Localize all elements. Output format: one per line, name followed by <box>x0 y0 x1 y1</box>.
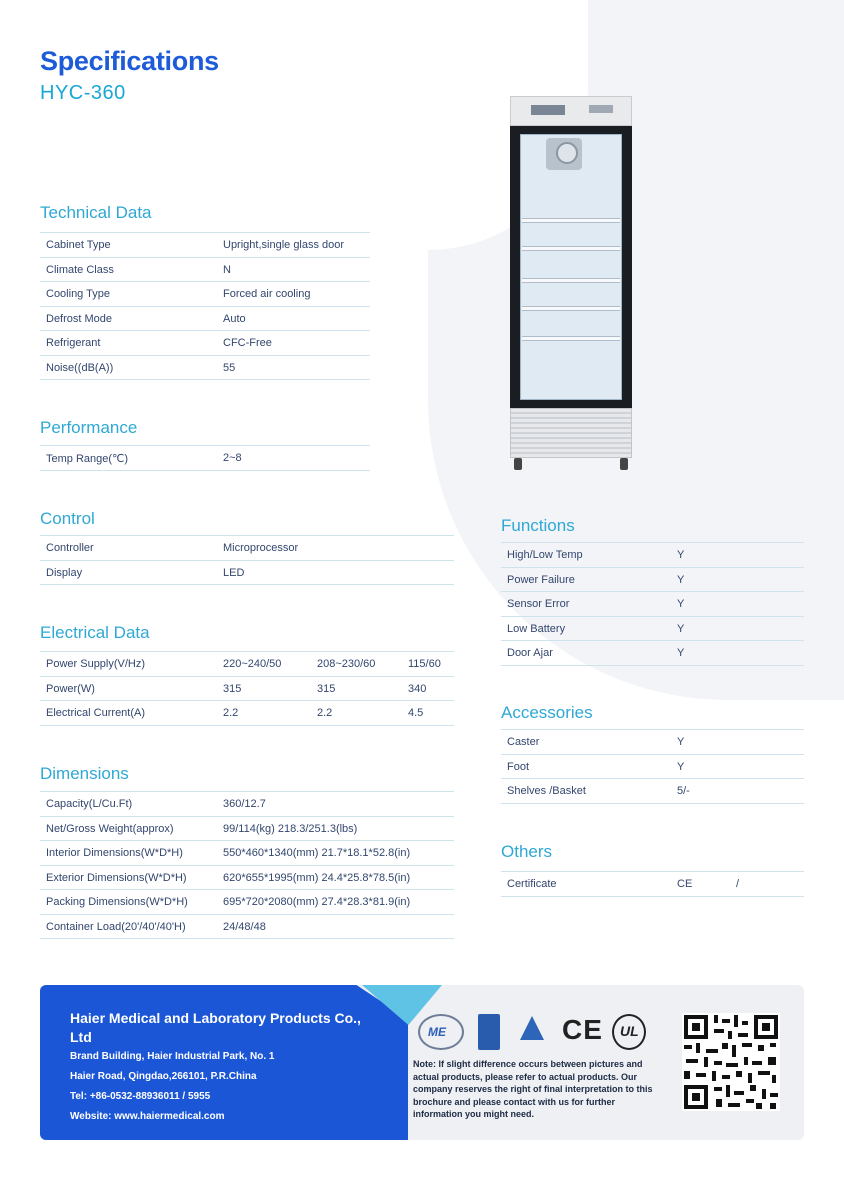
row-label: Door Ajar <box>507 647 553 659</box>
door-frame <box>510 126 632 408</box>
caster-icon <box>620 458 628 470</box>
ul-cert-text: UL <box>620 1023 639 1039</box>
row-label: Caster <box>507 736 540 748</box>
row-value: 99/114(kg) 218.3/251.3(lbs) <box>223 822 358 835</box>
row-value: Y <box>677 549 685 561</box>
control-panel <box>510 96 632 126</box>
company-name: Haier Medical and Laboratory Products Co., Ltd <box>70 1010 361 1045</box>
section-title-performance: Performance <box>40 418 138 437</box>
triangle-shape <box>520 1016 544 1040</box>
row-value: CE <box>677 878 693 890</box>
row-value: Auto <box>223 312 246 325</box>
shield-cert-icon <box>478 1014 500 1050</box>
row-value: 315 <box>223 682 242 695</box>
row-value: 695*720*2080(mm) 27.4*28.3*81.9(in) <box>223 896 411 908</box>
company-website[interactable]: Website: www.haiermedical.com <box>70 1111 225 1122</box>
row-value: LED <box>223 566 245 579</box>
functions-table <box>501 542 804 666</box>
row-label: Foot <box>507 760 530 773</box>
row-label: Low Battery <box>507 622 566 635</box>
row-label: Sensor Error <box>507 598 570 610</box>
row-value: Y <box>677 736 685 748</box>
model-number: HYC-360 <box>40 82 126 104</box>
fan-icon <box>556 142 578 164</box>
row-label: Certificate <box>507 878 557 890</box>
row-label: Power Supply(V/Hz) <box>46 658 146 670</box>
row-value: Y <box>677 573 685 586</box>
row-label: Container Load(20'/40'/40'H) <box>46 920 186 933</box>
row-label: Net/Gross Weight(approx) <box>46 822 174 835</box>
triangle-cert-icon <box>516 1014 548 1050</box>
table-row <box>40 677 454 702</box>
row-value: 208~230/60 <box>317 658 376 670</box>
section-title-technical: Technical Data <box>40 203 152 222</box>
row-label: Display <box>46 566 83 579</box>
table-row <box>501 543 804 568</box>
performance-table <box>40 445 370 471</box>
row-value: 2~8 <box>223 452 242 464</box>
me-cert-text: ME <box>428 1025 446 1039</box>
glass-door <box>520 134 622 400</box>
table-row <box>40 561 454 586</box>
section-title-functions: Functions <box>501 516 575 535</box>
row-value: Y <box>677 647 685 659</box>
row-label: Capacity(L/Cu.Ft) <box>46 798 133 810</box>
technical-table <box>40 232 370 380</box>
row-value: / <box>736 878 740 890</box>
row-label: Controller <box>46 542 94 554</box>
table-row <box>40 233 370 258</box>
accessories-table <box>501 729 804 804</box>
display-icon <box>589 105 613 113</box>
table-row <box>40 356 370 381</box>
table-row <box>40 866 454 891</box>
caster-icon <box>514 458 522 470</box>
table-row <box>40 915 454 940</box>
table-row <box>501 730 804 755</box>
row-label: Temp Range(℃) <box>46 453 129 465</box>
section-title-control: Control <box>40 509 95 528</box>
row-label: High/Low Temp <box>507 549 583 561</box>
row-label: Power Failure <box>507 573 575 586</box>
section-title-electrical: Electrical Data <box>40 623 150 642</box>
row-value: 5/- <box>677 785 690 797</box>
row-value: 340 <box>408 682 427 695</box>
row-value: CFC-Free <box>223 337 272 349</box>
table-row <box>501 872 804 897</box>
section-title-dimensions: Dimensions <box>40 764 129 783</box>
electrical-table <box>40 651 454 726</box>
row-label: Electrical Current(A) <box>46 707 146 719</box>
row-value: 24/48/48 <box>223 920 266 933</box>
row-label: Noise((dB(A)) <box>46 361 114 374</box>
section-title-accessories: Accessories <box>501 703 593 722</box>
row-value: 4.5 <box>408 707 424 719</box>
page-title: Specifications <box>40 46 219 76</box>
row-label: Packing Dimensions(W*D*H) <box>46 896 188 908</box>
shelf <box>522 336 620 341</box>
row-label: Interior Dimensions(W*D*H) <box>46 847 183 859</box>
row-value: 315 <box>317 682 336 695</box>
row-value: 220~240/50 <box>223 658 282 670</box>
row-label: Cooling Type <box>46 288 111 300</box>
row-label: Refrigerant <box>46 337 101 349</box>
row-label: Cabinet Type <box>46 239 111 251</box>
row-label: Defrost Mode <box>46 312 113 325</box>
row-value: Microprocessor <box>223 542 299 554</box>
row-value: 55 <box>223 361 236 374</box>
table-row <box>501 755 804 780</box>
table-row <box>40 258 370 283</box>
row-value: 2.2 <box>223 707 239 719</box>
table-row <box>40 701 454 726</box>
shelf <box>522 278 620 283</box>
table-row <box>40 890 454 915</box>
table-row <box>40 446 370 471</box>
qr-code-icon[interactable] <box>682 1013 780 1111</box>
company-address-line1: Brand Building, Haier Industrial Park, No. 1 <box>70 1051 275 1062</box>
table-row <box>40 652 454 677</box>
row-value: Forced air cooling <box>223 288 311 300</box>
shelf <box>522 246 620 251</box>
refrigerator-image <box>510 96 632 472</box>
me-cert-icon <box>418 1014 464 1050</box>
shelf <box>522 306 620 311</box>
table-row <box>40 817 454 842</box>
row-value: Y <box>677 760 685 773</box>
row-value: 550*460*1340(mm) 21.7*18.1*52.8(in) <box>223 847 411 859</box>
company-address-line2: Haier Road, Qingdao,266101, P.R.China <box>70 1071 257 1082</box>
others-table <box>501 871 804 897</box>
ce-cert-icon: CE <box>562 1014 603 1045</box>
table-row <box>501 779 804 804</box>
display-icon <box>531 105 565 115</box>
row-value: 620*655*1995(mm) 24.4*25.8*78.5(in) <box>223 871 411 884</box>
disclaimer-note: Note: If slight difference occurs between pictures and actual products, please refer to actual products. Our company reserves the right of final interpretation to this brochure and please contact with us for further information you might need. <box>413 1059 653 1119</box>
table-row <box>501 641 804 666</box>
qr-code-graphic <box>682 1013 780 1111</box>
row-value: 2.2 <box>317 707 333 719</box>
table-row <box>40 536 454 561</box>
table-row <box>40 841 454 866</box>
row-label: Exterior Dimensions(W*D*H) <box>46 871 187 884</box>
row-value: 360/12.7 <box>223 798 266 810</box>
base-grille <box>510 408 632 458</box>
table-row <box>501 617 804 642</box>
ul-cert-icon <box>612 1014 646 1050</box>
dimensions-table <box>40 791 454 939</box>
control-table <box>40 535 454 585</box>
table-row <box>40 792 454 817</box>
row-value: N <box>223 263 231 276</box>
table-row <box>40 331 370 356</box>
row-label: Climate Class <box>46 263 114 276</box>
shelf <box>522 218 620 223</box>
table-row <box>501 592 804 617</box>
table-row <box>40 282 370 307</box>
row-value: Y <box>677 622 685 635</box>
table-row <box>40 307 370 332</box>
row-label: Power(W) <box>46 682 95 695</box>
row-label: Shelves /Basket <box>507 785 586 797</box>
row-value: 115/60 <box>408 658 441 670</box>
table-row <box>501 568 804 593</box>
row-value: Y <box>677 598 685 610</box>
company-tel: Tel: +86-0532-88936011 / 5955 <box>70 1091 211 1102</box>
row-value: Upright,single glass door <box>223 239 345 251</box>
section-title-others: Others <box>501 842 553 861</box>
